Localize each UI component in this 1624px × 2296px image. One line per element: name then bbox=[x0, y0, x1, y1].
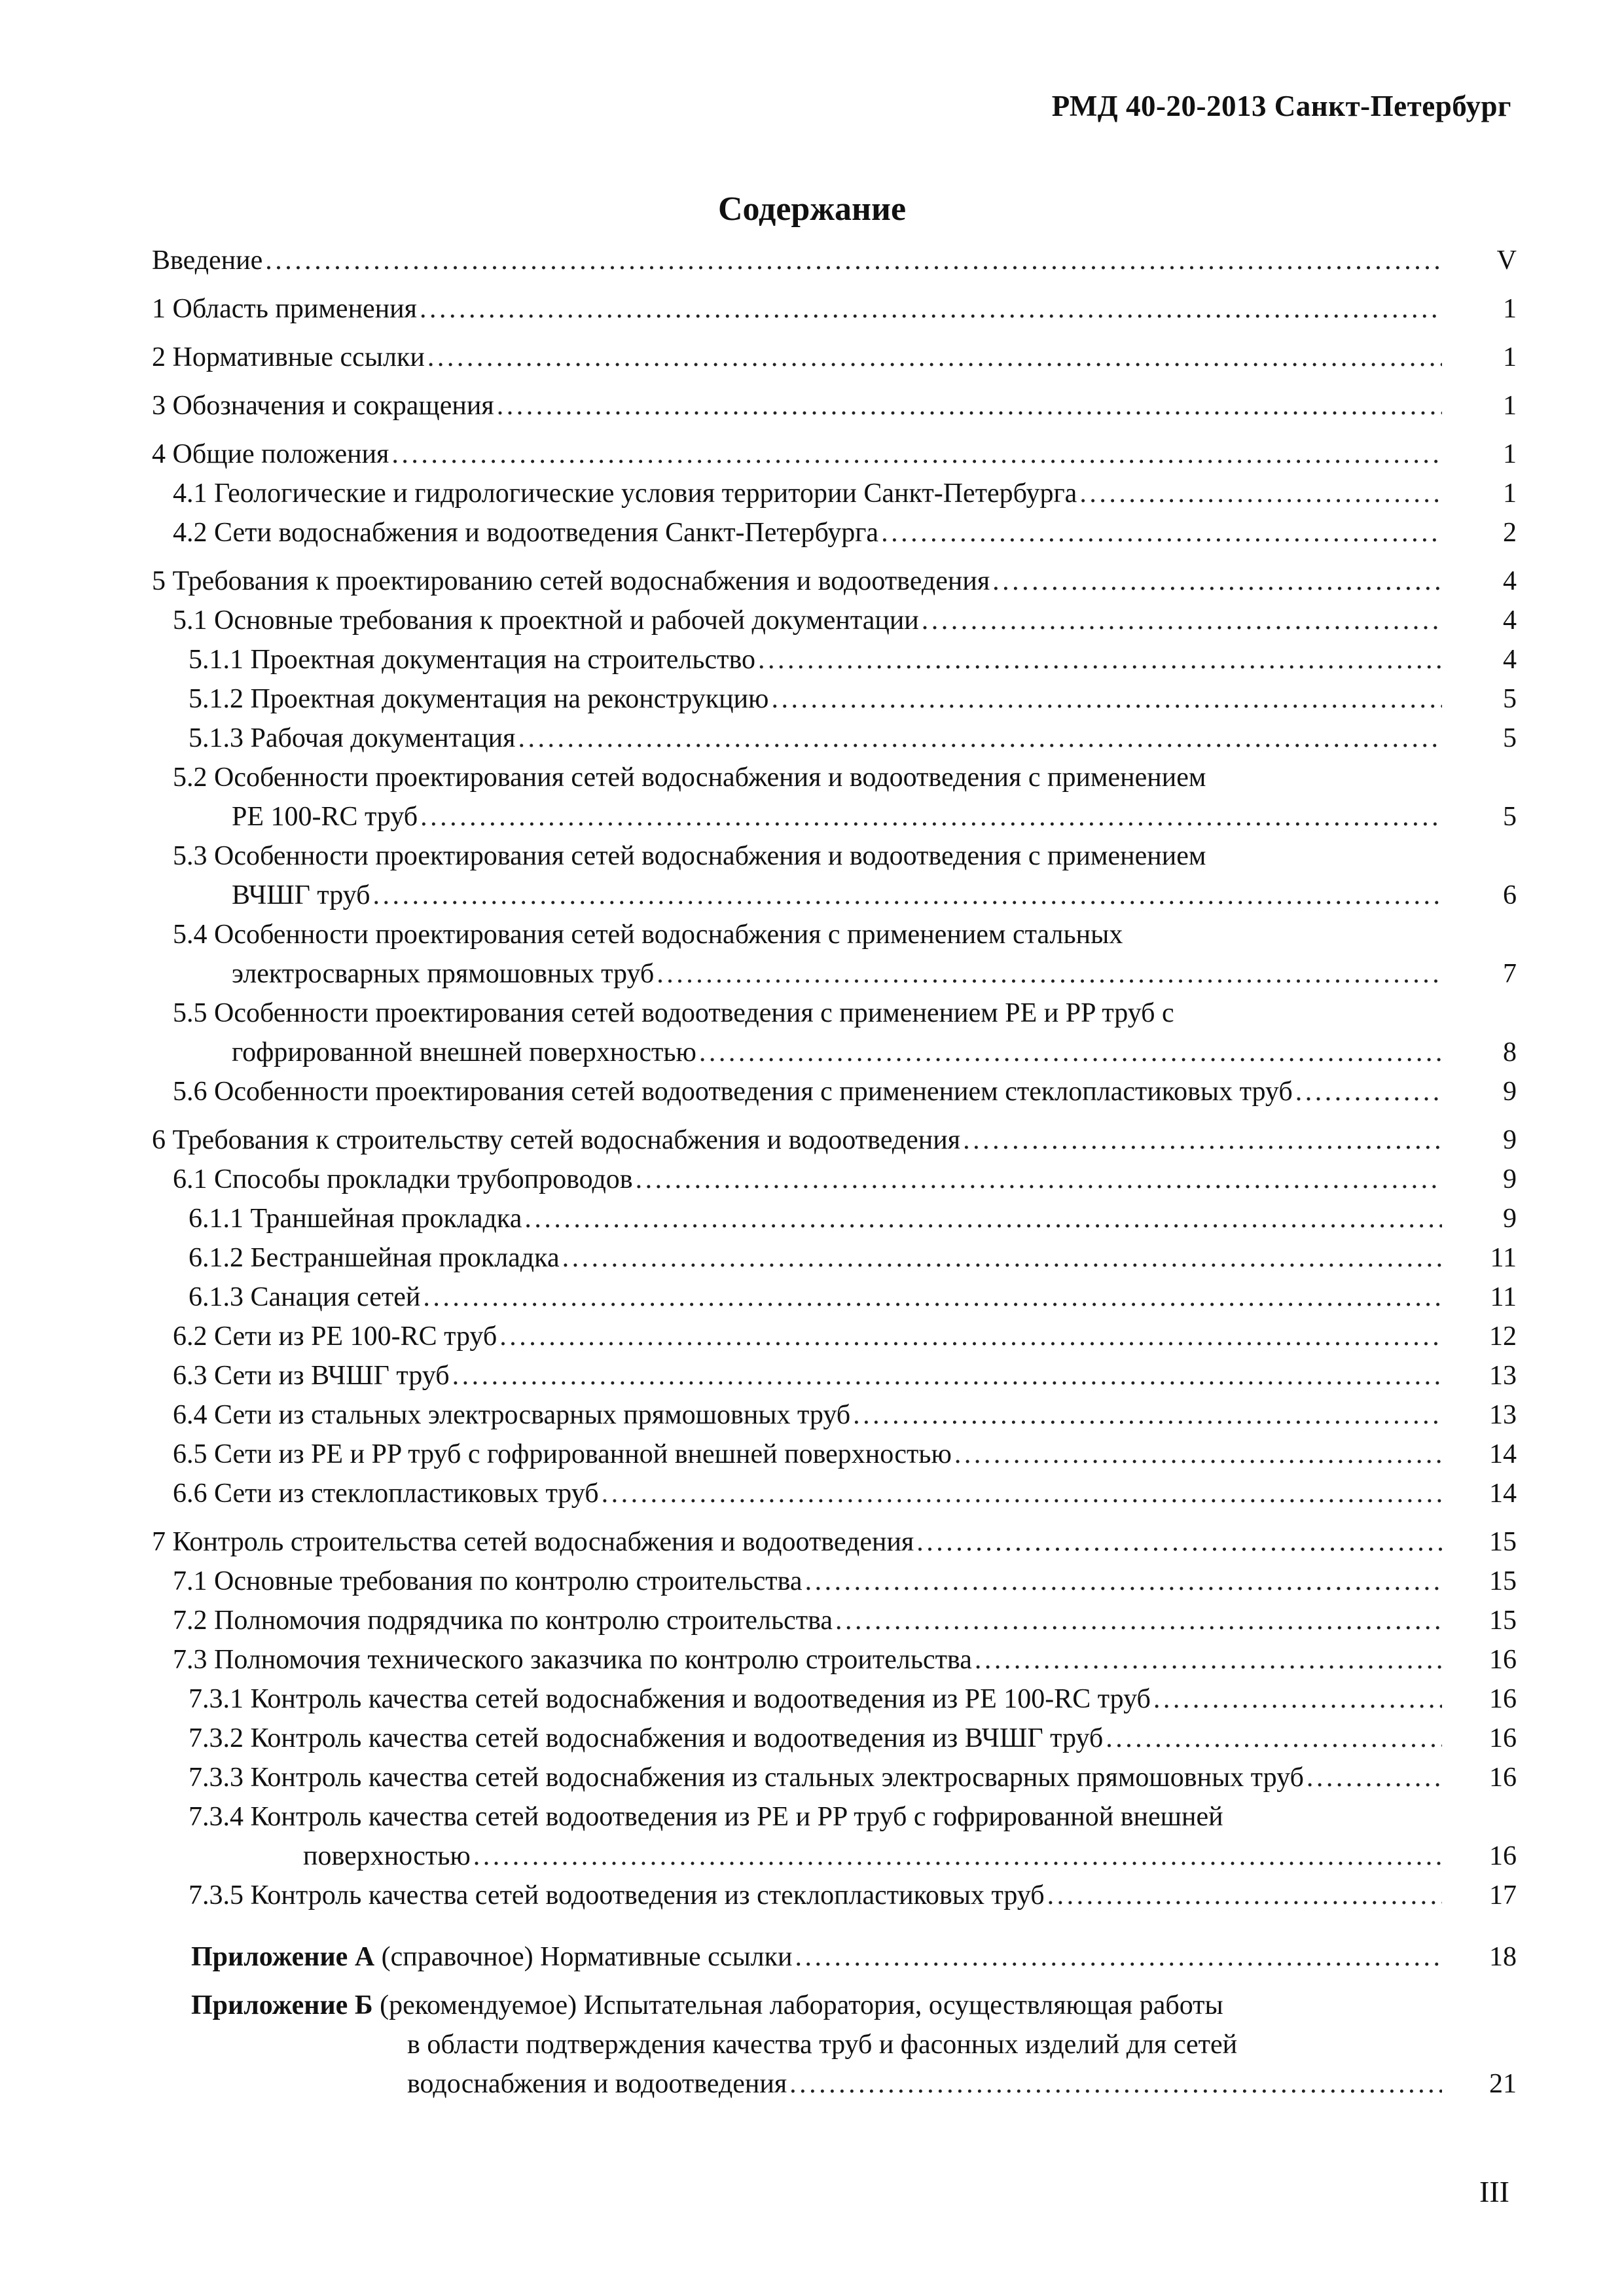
toc-entry-section-6-1-1[interactable] bbox=[152, 1199, 1517, 1238]
leader-dots bbox=[1079, 474, 1442, 513]
toc-entry-label-continued: в области подтверждения качества труб и фасонных изделий для сетей bbox=[407, 2030, 1238, 2060]
toc-entry-section-4-2[interactable] bbox=[152, 513, 1517, 552]
toc-entry-label: 7.3.2 Контроль качества сетей водоснабжения и водоотведения из ВЧШГ труб bbox=[189, 1723, 1104, 1753]
toc-page-number: 15 bbox=[1489, 1566, 1517, 1596]
toc-page-number: 18 bbox=[1489, 1942, 1517, 1972]
toc-page-number: 21 bbox=[1489, 2069, 1517, 2099]
toc-page-number: 1 bbox=[1503, 294, 1517, 324]
toc-page-number: 14 bbox=[1489, 1479, 1517, 1509]
toc-entry-label: 7.2 Полномочия подрядчика по контролю строительства bbox=[173, 1605, 833, 1636]
table-of-contents bbox=[152, 241, 1517, 2104]
toc-entry-appendix-a[interactable] bbox=[152, 1937, 1517, 1977]
leader-dots bbox=[916, 1522, 1442, 1562]
toc-page-number: 4 bbox=[1503, 566, 1517, 596]
leader-dots bbox=[1307, 1758, 1442, 1797]
leader-dots bbox=[499, 1317, 1442, 1356]
toc-entry-section-7-1[interactable] bbox=[152, 1562, 1517, 1601]
leader-dots bbox=[518, 719, 1442, 758]
leader-dots bbox=[420, 797, 1442, 836]
toc-entry-section-5-1[interactable] bbox=[152, 601, 1517, 640]
leader-dots bbox=[1153, 1679, 1442, 1719]
toc-page-number: 11 bbox=[1490, 1282, 1517, 1312]
toc-entry-label: 6.1 Способы прокладки трубопроводов bbox=[173, 1164, 633, 1194]
toc-entry-label: 6.1.2 Бестраншейная прокладка bbox=[189, 1243, 560, 1273]
toc-entry-section-5-4[interactable] bbox=[152, 915, 1517, 994]
toc-entry-section-4[interactable] bbox=[152, 435, 1517, 474]
leader-dots bbox=[975, 1640, 1442, 1679]
leader-dots bbox=[657, 954, 1442, 994]
leader-dots bbox=[963, 1121, 1442, 1160]
leader-dots bbox=[391, 435, 1442, 474]
toc-page-number: 2 bbox=[1503, 518, 1517, 548]
toc-entry-label: 6.6 Сети из стеклопластиковых труб bbox=[173, 1479, 599, 1509]
toc-entry-label-continued: водоснабжения и водоотведения bbox=[407, 2069, 787, 2099]
toc-entry-label: 7.3.5 Контроль качества сетей водоотведения из стеклопластиковых труб bbox=[189, 1880, 1045, 1910]
toc-entry-label-continued: PE 100-RC труб bbox=[232, 802, 418, 832]
toc-page-number: 1 bbox=[1503, 439, 1517, 469]
toc-entry-section-4-1[interactable] bbox=[152, 474, 1517, 513]
leader-dots bbox=[452, 1356, 1442, 1395]
toc-entry-section-7-2[interactable] bbox=[152, 1601, 1517, 1640]
toc-entry-label: 7.3.4 Контроль качества сетей водоотведения из PE и PP труб с гофрированной внешней bbox=[189, 1802, 1223, 1832]
toc-page-number: 8 bbox=[1503, 1037, 1517, 1067]
toc-page-number: 4 bbox=[1503, 605, 1517, 636]
toc-entry-section-5-3[interactable] bbox=[152, 836, 1517, 915]
toc-entry-section-6-3[interactable] bbox=[152, 1356, 1517, 1395]
toc-entry-label-continued: гофрированной внешней поверхностью bbox=[232, 1037, 696, 1067]
toc-entry-label: 5.5 Особенности проектирования сетей водоотведения с применением PE и PP труб с bbox=[173, 998, 1174, 1028]
toc-page-number: 16 bbox=[1489, 1684, 1517, 1714]
toc-entry-label: 7 Контроль строительства сетей водоснабжения и водоотведения bbox=[152, 1527, 914, 1557]
leader-dots bbox=[954, 1435, 1442, 1474]
toc-entry-label: 7.3.1 Контроль качества сетей водоснабжения и водоотведения из PE 100-RC труб bbox=[189, 1684, 1151, 1714]
toc-entry-section-7-3[interactable] bbox=[152, 1640, 1517, 1679]
leader-dots bbox=[473, 1837, 1442, 1876]
toc-entry-section-6-1-2[interactable] bbox=[152, 1238, 1517, 1278]
toc-entry-label: 1 Область применения bbox=[152, 294, 417, 324]
leader-dots bbox=[805, 1562, 1442, 1601]
leader-dots bbox=[562, 1238, 1442, 1278]
toc-page-number: 15 bbox=[1489, 1527, 1517, 1557]
leader-dots bbox=[636, 1160, 1442, 1199]
toc-page-number: 1 bbox=[1503, 342, 1517, 372]
leader-dots bbox=[427, 338, 1442, 377]
toc-entry-section-6-2[interactable] bbox=[152, 1317, 1517, 1356]
page-title: Содержание bbox=[717, 190, 907, 228]
toc-entry-section-7[interactable] bbox=[152, 1522, 1517, 1562]
toc-entry-section-5-2[interactable] bbox=[152, 758, 1517, 836]
toc-entry-label-continued: ВЧШГ труб bbox=[232, 880, 370, 910]
toc-entry-label: 4.2 Сети водоснабжения и водоотведения Санкт-Петербурга bbox=[173, 518, 879, 548]
document-header: РМД 40-20-2013 Санкт-Петербург bbox=[1051, 90, 1511, 122]
leader-dots bbox=[881, 513, 1442, 552]
toc-page-number: 13 bbox=[1489, 1400, 1517, 1430]
toc-entry-section-5-1-1[interactable] bbox=[152, 640, 1517, 679]
toc-page-number: 7 bbox=[1503, 959, 1517, 989]
toc-entry-section-2[interactable] bbox=[152, 338, 1517, 377]
leader-dots bbox=[789, 2064, 1442, 2104]
toc-entry-label: 5.1.3 Рабочая документация bbox=[189, 723, 516, 753]
toc-page-number: 5 bbox=[1503, 684, 1517, 714]
leader-dots bbox=[373, 876, 1443, 915]
toc-page-number: 9 bbox=[1503, 1125, 1517, 1155]
toc-page-number: 16 bbox=[1489, 1763, 1517, 1793]
leader-dots bbox=[420, 289, 1442, 329]
toc-entry-appendix-b[interactable] bbox=[152, 1986, 1517, 2104]
toc-entry-label: 5 Требования к проектированию сетей водоснабжения и водоотведения bbox=[152, 566, 990, 596]
toc-entry-section-6[interactable] bbox=[152, 1121, 1517, 1160]
toc-page-number: 16 bbox=[1489, 1723, 1517, 1753]
toc-entry-label: 5.3 Особенности проектирования сетей водоснабжения и водоотведения с применением bbox=[173, 841, 1206, 871]
leader-dots bbox=[1295, 1072, 1442, 1111]
toc-page-number: 16 bbox=[1489, 1645, 1517, 1675]
appendix-label: Приложение Б bbox=[191, 1990, 373, 2020]
leader-dots bbox=[835, 1601, 1442, 1640]
leader-dots bbox=[1106, 1719, 1442, 1758]
toc-entry-label: 7.1 Основные требования по контролю строительства bbox=[173, 1566, 803, 1596]
toc-page-number: 4 bbox=[1503, 645, 1517, 675]
toc-entry-label: 3 Обозначения и сокращения bbox=[152, 391, 494, 421]
toc-entry-label: 5.1.2 Проектная документация на реконструкцию bbox=[189, 684, 769, 714]
toc-entry-label-continued: поверхностью bbox=[303, 1841, 471, 1871]
leader-dots bbox=[853, 1395, 1442, 1435]
toc-entry-section-3[interactable] bbox=[152, 386, 1517, 425]
appendix-label: Приложение А bbox=[191, 1942, 375, 1972]
toc-entry-section-5-6[interactable] bbox=[152, 1072, 1517, 1111]
toc-page-number: 5 bbox=[1503, 723, 1517, 753]
leader-dots bbox=[922, 601, 1442, 640]
toc-entry-label: 6 Требования к строительству сетей водоснабжения и водоотведения bbox=[152, 1125, 961, 1155]
toc-page-number: 9 bbox=[1503, 1164, 1517, 1194]
toc-entry-label: (рекомендуемое) Испытательная лаборатория, осуществляющая работы bbox=[372, 1990, 1223, 2020]
toc-entry-section-7-3-2[interactable] bbox=[152, 1719, 1517, 1758]
leader-dots bbox=[1047, 1876, 1442, 1915]
toc-page-number: V bbox=[1496, 245, 1517, 276]
page-number: III bbox=[1479, 2175, 1509, 2208]
toc-entry-label: 5.1 Основные требования к проектной и рабочей документации bbox=[173, 605, 919, 636]
toc-page-number: 16 bbox=[1489, 1841, 1517, 1871]
toc-entry-label: 6.2 Сети из PE 100-RC труб bbox=[173, 1321, 497, 1352]
toc-entry-label: 6.1.3 Санация сетей bbox=[189, 1282, 421, 1312]
leader-dots bbox=[497, 386, 1442, 425]
leader-dots bbox=[758, 640, 1442, 679]
toc-entry-section-5-5[interactable] bbox=[152, 994, 1517, 1072]
toc-page-number: 13 bbox=[1489, 1361, 1517, 1391]
toc-entry-label-continued: электросварных прямошовных труб bbox=[232, 959, 655, 989]
toc-entry-label: 5.4 Особенности проектирования сетей водоснабжения с применением стальных bbox=[173, 920, 1123, 950]
toc-entry-label: 5.6 Особенности проектирования сетей водоотведения с применением стеклопластиковых труб bbox=[173, 1077, 1293, 1107]
toc-entry-section-7-3-3[interactable] bbox=[152, 1758, 1517, 1797]
leader-dots bbox=[524, 1199, 1442, 1238]
toc-page-number: 11 bbox=[1490, 1243, 1517, 1273]
leader-dots bbox=[265, 241, 1442, 280]
toc-entry-section-7-3-4[interactable] bbox=[152, 1797, 1517, 1876]
toc-page-number: 1 bbox=[1503, 478, 1517, 509]
toc-entry-label: Введение bbox=[152, 245, 263, 276]
toc-entry-label: 2 Нормативные ссылки bbox=[152, 342, 425, 372]
toc-entry-label: 6.5 Сети из PE и PP труб с гофрированной внешней поверхностью bbox=[173, 1439, 952, 1469]
toc-entry-label: 6.1.1 Траншейная прокладка bbox=[189, 1204, 522, 1234]
toc-entry-section-5[interactable] bbox=[152, 562, 1517, 601]
toc-page-number: 9 bbox=[1503, 1077, 1517, 1107]
leader-dots bbox=[771, 679, 1442, 719]
toc-entry-section-5-1-3[interactable] bbox=[152, 719, 1517, 758]
toc-page-number: 17 bbox=[1489, 1880, 1517, 1910]
toc-entry-label: (справочное) Нормативные ссылки bbox=[374, 1942, 793, 1972]
leader-dots bbox=[795, 1937, 1443, 1977]
toc-entry-label: 4.1 Геологические и гидрологические условия территории Санкт-Петербурга bbox=[173, 478, 1077, 509]
toc-entry-label: 6.4 Сети из стальных электросварных прямошовных труб bbox=[173, 1400, 851, 1430]
toc-entry-section-6-4[interactable] bbox=[152, 1395, 1517, 1435]
leader-dots bbox=[423, 1278, 1442, 1317]
toc-entry-section-1[interactable] bbox=[152, 289, 1517, 329]
toc-page-number: 14 bbox=[1489, 1439, 1517, 1469]
toc-page-number: 6 bbox=[1503, 880, 1517, 910]
toc-page-number: 5 bbox=[1503, 802, 1517, 832]
toc-entry-label: 4 Общие положения bbox=[152, 439, 389, 469]
leader-dots bbox=[992, 562, 1442, 601]
toc-page-number: 12 bbox=[1489, 1321, 1517, 1352]
leader-dots bbox=[602, 1474, 1442, 1513]
toc-page-number: 1 bbox=[1503, 391, 1517, 421]
toc-entry-section-6-1[interactable] bbox=[152, 1160, 1517, 1199]
toc-entry-section-5-1-2[interactable] bbox=[152, 679, 1517, 719]
toc-entry-label: 6.3 Сети из ВЧШГ труб bbox=[173, 1361, 450, 1391]
toc-entry-label: 7.3 Полномочия технического заказчика по контролю строительства bbox=[173, 1645, 972, 1675]
toc-page-number: 9 bbox=[1503, 1204, 1517, 1234]
leader-dots bbox=[699, 1033, 1442, 1072]
toc-entry-label: 5.2 Особенности проектирования сетей водоснабжения и водоотведения с применением bbox=[173, 762, 1206, 793]
toc-entry-section-6-1-3[interactable] bbox=[152, 1278, 1517, 1317]
toc-entry-label: 7.3.3 Контроль качества сетей водоснабжения из стальных электросварных прямошовных труб bbox=[189, 1763, 1304, 1793]
toc-entry-section-7-3-1[interactable] bbox=[152, 1679, 1517, 1719]
toc-page-number: 15 bbox=[1489, 1605, 1517, 1636]
toc-entry-section-7-3-5[interactable] bbox=[152, 1876, 1517, 1915]
toc-entry-section-6-6[interactable] bbox=[152, 1474, 1517, 1513]
toc-entry-section-6-5[interactable] bbox=[152, 1435, 1517, 1474]
toc-entry-label: 5.1.1 Проектная документация на строительство bbox=[189, 645, 755, 675]
toc-entry-intro[interactable] bbox=[152, 241, 1517, 280]
